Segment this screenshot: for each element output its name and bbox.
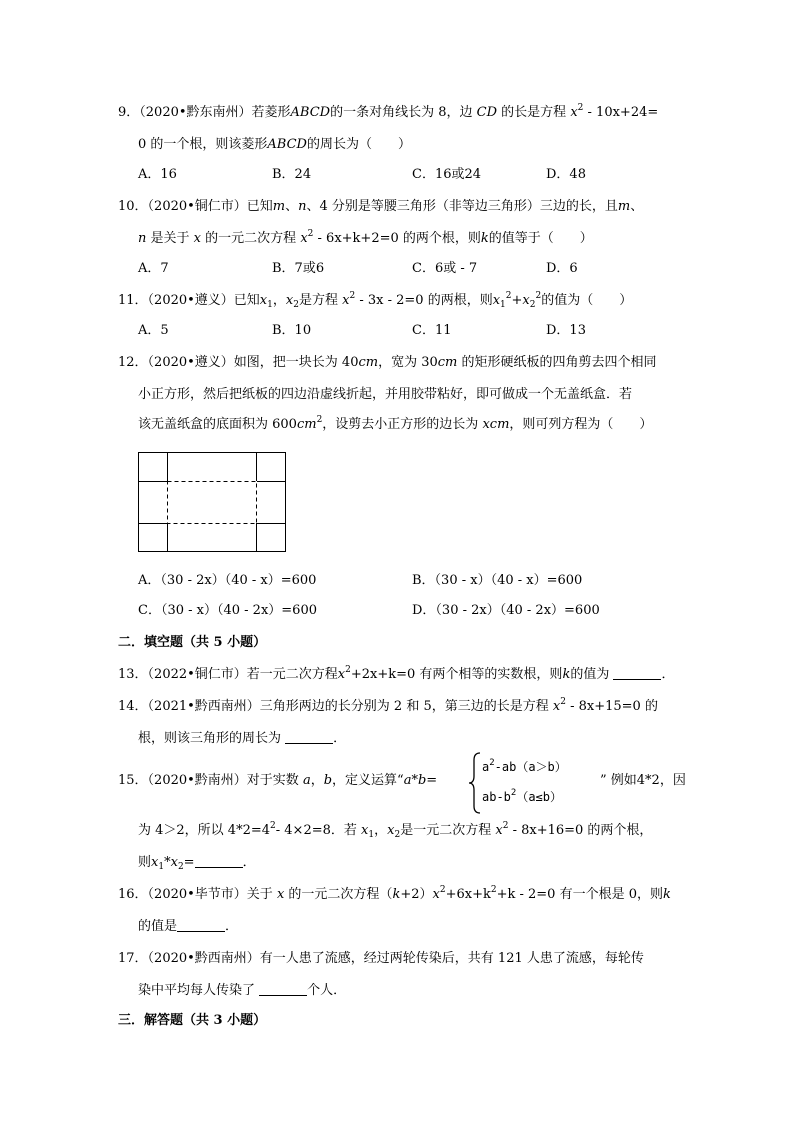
q9-option-d: D．48	[546, 167, 586, 182]
cardboard-figure	[138, 452, 286, 552]
q10-line2: n 是关于 x 的一元二次方程 $x^2 - 6x+k+2=0$ 的两个根，则k的值等于（ ）	[138, 229, 593, 246]
q14-line1: 14．（2021•黔西南州）三角形两边的长分别为 2 和 5，第三边的长是方程 $x^2 - 8x+15=0$ 的	[118, 697, 658, 714]
case-2: $ab-b^2(a\le b)$	[482, 788, 563, 804]
section-solve-problems: 三．解答题（共 3 小题）	[118, 1013, 267, 1028]
q17-line1: 17．（2020•黔西南州）有一人患了流感，经过两轮传染后，共有 121 人患了流感，每轮传	[118, 951, 644, 966]
q9-option-b: B．24	[272, 167, 312, 182]
q10-option-a: A．7	[138, 261, 169, 276]
q12-option-a: A．（30 - 2x）（40 - x）=600	[138, 573, 317, 588]
q12-line1: 12．（2020•遵义）如图，把一块长为 40cm，宽为 30cm 的矩形硬纸板的四角剪去四个相同	[118, 355, 657, 370]
q16-line2: 的值是 ．	[138, 919, 239, 934]
q12-option-b: B．（30 - x）（40 - x）=600	[412, 573, 583, 588]
q10-option-d: D．6	[546, 261, 578, 276]
q12-option-d: D．（30 - 2x）（40 - 2x）=600	[412, 603, 600, 618]
answer-blank[interactable]	[177, 919, 225, 932]
section-fill-in-blank: 二．填空题（共 5 小题）	[118, 635, 267, 650]
q10-option-b: B．7或6	[272, 261, 325, 276]
q15-line1: 15．（2020•黔南州）对于实数 a，b，定义运算“a*b=	[118, 773, 438, 788]
left-brace-icon	[468, 752, 482, 814]
q12-option-c: C．（30 - x）（40 - 2x）=600	[138, 603, 317, 618]
answer-blank[interactable]	[613, 667, 661, 680]
q9-option-c: C．16或24	[412, 167, 482, 182]
q17-line2: 染中平均每人传染了 个人．	[138, 983, 347, 998]
q11-option-a: A．5	[138, 323, 169, 338]
fold-line	[168, 482, 257, 524]
answer-blank[interactable]	[259, 983, 307, 996]
piecewise-definition	[468, 752, 608, 814]
q15-line1-tail: ” 例如4*2，因	[600, 773, 686, 788]
q12-line2: 小正方形，然后把纸板的四边沿虚线折起，并用胶带粘好，即可做成一个无盖纸盒．若	[138, 387, 633, 402]
q15-line3: 则$x_1*x_2=$ ．	[138, 855, 256, 872]
q9-line2: 0 的一个根，则该菱形ABCD的周长为（ ）	[138, 137, 411, 152]
q9-line1: 9．（2020•黔东南州）若菱形ABCD的一条对角线长为 8，边 CD 的长是方程 $x^2 - 10x+24=$	[118, 103, 659, 120]
q10-line1: 10．（2020•铜仁市）已知m、n、4 分别是等腰三角形（非等边三角形）三边的长，且m、	[118, 199, 644, 214]
q11-option-b: B．10	[272, 323, 312, 338]
q16-line1: 16．（2020•毕节市）关于 x 的一元二次方程$(k+2)x^2+6x+k^2+k - 2=0$ 有一个根是 0，则k	[118, 885, 671, 902]
case-1: $a^2-ab(a>b)$	[482, 758, 567, 774]
q15-line2: 为 4＞2，所以 $4*2=4^2-$ 4×2=8．若 $x_1$，$x_2$是一元二次方程 $x^2 - 8x+16=0$ 的两个根，	[138, 821, 653, 840]
q10-option-c: C．6或 - 7	[412, 261, 478, 276]
answer-blank[interactable]	[285, 731, 333, 744]
q12-line3: 该无盖纸盒的底面积为 $600cm^2$，设剪去小正方形的边长为 xcm，则可列方程为（ ）	[138, 415, 653, 432]
q14-line2: 根，则该三角形的周长为 ．	[138, 731, 347, 746]
q9-option-a: A．16	[138, 167, 177, 182]
q11-option-c: C．11	[412, 323, 452, 338]
q11-line1: 11．（2020•遵义）已知$x_1$，$x_2$是方程 $x^2 - 3x - 2=0$ 的两根，则$x_1^2+x_2^2$的值为（ ）	[118, 291, 633, 310]
answer-blank[interactable]	[195, 855, 243, 868]
q11-option-d: D．13	[546, 323, 586, 338]
cardboard-outline	[139, 453, 286, 552]
q13-line1: 13．（2022•铜仁市）若一元二次方程$x^2+2x+k=0$ 有两个相等的实数根，则k的值为 ．	[118, 665, 675, 682]
